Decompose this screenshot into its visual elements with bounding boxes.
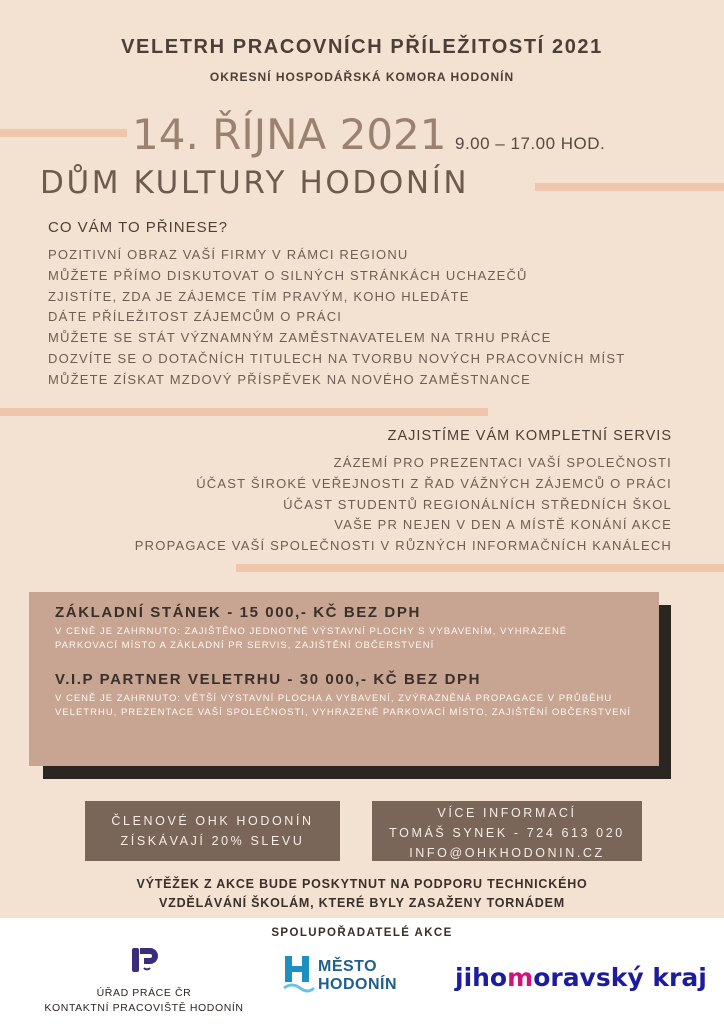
list-item: MŮŽETE ZÍSKAT MZDOVÝ PŘÍSPĚVEK NA NOVÉHO ZAMĚSTNANCE <box>48 371 532 387</box>
benefits-heading: CO VÁM TO PŘINESE? <box>48 219 228 236</box>
contact-name-phone: TOMÁŠ SYNEK - 724 613 020 <box>389 826 625 840</box>
list-item: POZITIVNÍ OBRAZ VAŠÍ FIRMY V RÁMCI REGIONU <box>48 247 409 262</box>
member-discount-box <box>85 801 340 861</box>
vip-partner-title: V.I.P PARTNER VELETRHU - 30 000,- KČ BEZ DPH <box>55 671 482 688</box>
page-title: VELETRH PRACOVNÍCH PŘÍLEŽITOSTÍ 2021 <box>121 36 603 58</box>
basic-stand-title: ZÁKLADNÍ STÁNEK - 15 000,- KČ BEZ DPH <box>55 604 421 621</box>
list-item: MŮŽETE PŘÍMO DISKUTOVAT O SILNÝCH STRÁNKÁCH UCHAZEČŮ <box>48 267 528 283</box>
services-list <box>135 453 672 557</box>
decorative-line <box>236 564 724 572</box>
list-item: DOZVÍTE SE O DOTAČNÍCH TITULECH NA TVORBU NOVÝCH PRACOVNÍCH MÍST <box>48 350 626 366</box>
contact-email[interactable]: INFO@OHKHODONIN.CZ <box>409 846 605 860</box>
labour-office-line: ÚŘAD PRÁCE ČR <box>96 987 192 999</box>
services-heading: ZAJISTÍME VÁM KOMPLETNÍ SERVIS <box>387 428 672 444</box>
decorative-line <box>0 408 488 416</box>
contact-heading: VÍCE INFORMACÍ <box>437 806 577 820</box>
south-moravian-region-logo <box>455 963 707 992</box>
list-item: VAŠE PR NEJEN V DEN A MÍSTĚ KONÁNÍ AKCE <box>334 517 672 533</box>
list-item: ÚČAST ŠIROKÉ VEŘEJNOSTI Z ŘAD VÁŽNÝCH ZÁJEMCŮ O PRÁCI <box>196 475 672 491</box>
region-logo-part: m <box>507 963 534 992</box>
city-hodonin-name <box>318 958 397 994</box>
discount-line: ČLENOVÉ OHK HODONÍN <box>111 814 314 828</box>
list-item: MŮŽETE SE STÁT VÝZNAMNÝM ZAMĚSTNAVATELEM NA TRHU PRÁCE <box>48 330 552 346</box>
donation-note <box>0 875 724 913</box>
discount-line: ZÍSKÁVAJÍ 20% SLEVU <box>120 834 305 848</box>
labour-office-name <box>28 986 260 1016</box>
list-item: DÁTE PŘÍLEŽITOST ZÁJEMCŮM O PRÁCI <box>48 309 343 325</box>
decorative-line <box>0 129 127 137</box>
list-item: ZJISTÍTE, ZDA JE ZÁJEMCE TÍM PRAVÝM, KOHO HLEDÁTE <box>48 288 470 304</box>
region-logo-part: oravský kraj <box>533 963 707 992</box>
labour-office-line: KONTAKTNÍ PRACOVIŠTĚ HODONÍN <box>44 1002 244 1014</box>
city-line: MĚSTO <box>318 958 378 975</box>
list-item: ZÁZEMÍ PRO PREZENTACI VAŠÍ SPOLEČNOSTI <box>333 455 672 470</box>
organizer-subtitle: OKRESNÍ HOSPODÁŘSKÁ KOMORA HODONÍN <box>209 70 515 84</box>
event-time: 9.00 – 17.00 HOD. <box>455 134 606 153</box>
basic-stand-description: V CENĚ JE ZAHRNUTO: ZAJIŠTĚNO JEDNOTNÉ VÝSTAVNÍ PLOCHY S VYBAVENÍM, VYHRAZENÉ PARKOVACÍ MÍSTO A ZÁKLADNÍ PR SERVIS, ZAJIŠTĚNÍ OBČERSTVENÍ <box>55 626 568 651</box>
city-line: HODONÍN <box>318 976 398 993</box>
vip-partner-description: V CENĚ JE ZAHRNUTO: VĚTŠÍ VÝSTAVNÍ PLOCHA A VYBAVENÍ, ZVÝRAZNĚNÁ PROPAGACE V PRŮBĚHU VELETRHU, PREZENTACE VAŠÍ SPOLEČNOSTI, VYHRAZENÉ PARKOVACÍ MÍSTO, ZAJIŠTĚNÍ OBČERSTVENÍ <box>55 693 631 718</box>
decorative-line <box>535 183 724 191</box>
contact-info-box <box>372 801 642 861</box>
pricing-box <box>29 592 659 766</box>
partners-heading: SPOLUPOŘADATELÉ AKCE <box>271 927 453 939</box>
list-item: ÚČAST STUDENTŮ REGIONÁLNÍCH STŘEDNÍCH ŠKOL <box>283 496 672 512</box>
labour-office-logo-icon <box>130 944 160 976</box>
event-venue: DŮM KULTURY HODONÍN <box>40 165 470 201</box>
event-date: 14. ŘÍJNA 2021 <box>132 110 447 159</box>
region-logo-part: jiho <box>455 963 508 992</box>
benefits-list <box>48 245 625 391</box>
donation-line: VÝTĚŽEK Z AKCE BUDE POSKYTNUT NA PODPORU TECHNICKÉHO <box>136 877 588 891</box>
donation-line: VZDĚLÁVÁNÍ ŠKOLÁM, KTERÉ BYLY ZASAŽENY TORNÁDEM <box>159 896 565 910</box>
city-hodonin-logo-icon <box>282 952 316 996</box>
list-item: PROPAGACE VAŠÍ SPOLEČNOSTI V RŮZNÝCH INFORMAČNÍCH KANÁLECH <box>134 538 672 554</box>
